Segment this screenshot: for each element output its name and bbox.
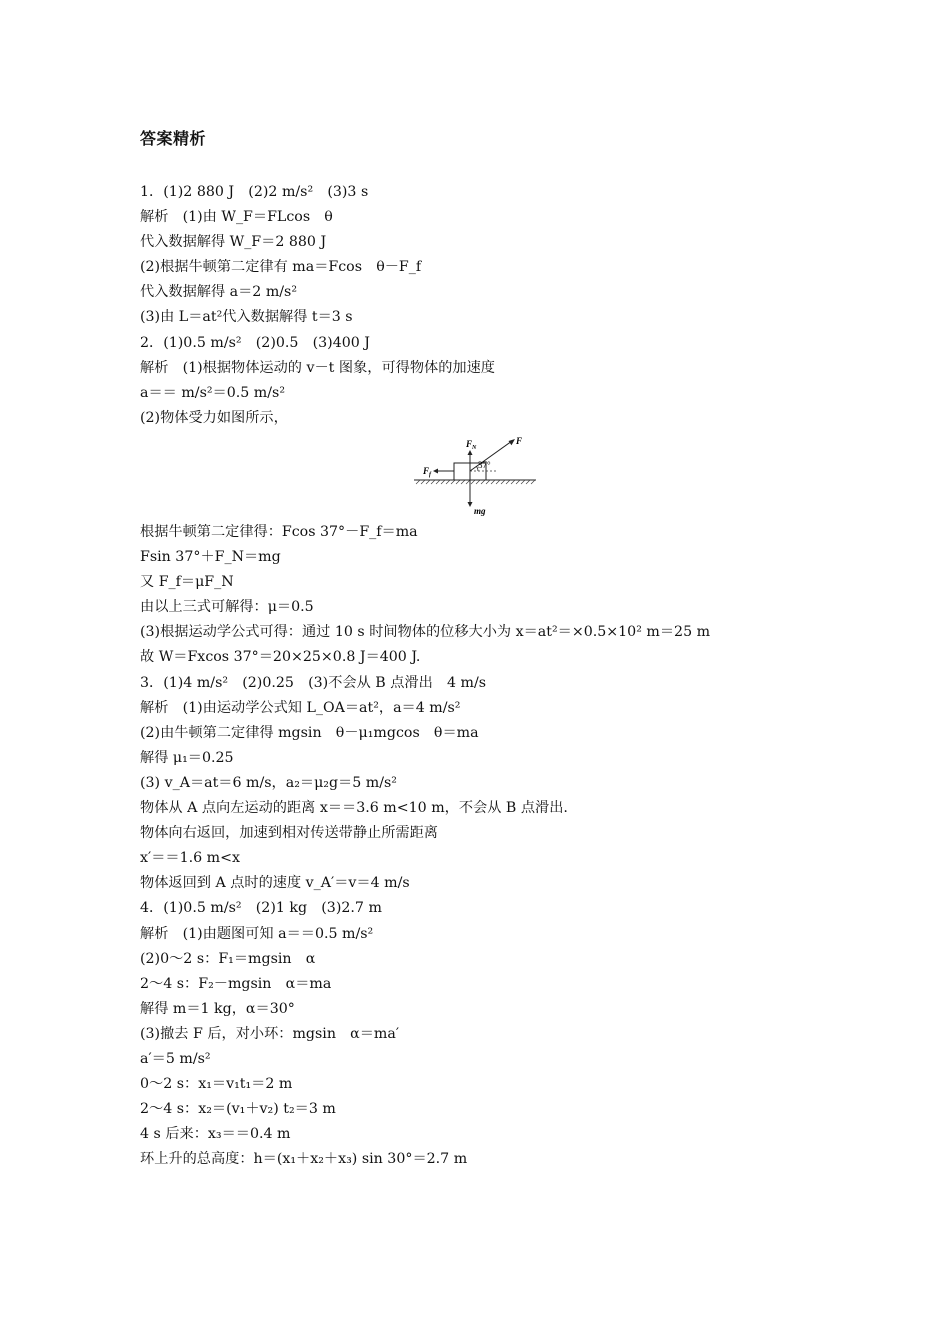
text-line: (2)由牛顿第二定律得 mgsin θ－μ₁mgcos θ＝ma	[140, 724, 479, 741]
text-line: (3)根据运动学公式可得：通过 10 s 时间物体的位移大小为 x＝at²＝×0.5×10² m＝25 m	[140, 624, 711, 641]
text-line: 环上升的总高度：h＝(x₁＋x₂＋x₃) sin 30°＝2.7 m	[140, 1151, 468, 1168]
applied-force-label: F	[516, 436, 523, 446]
text-line: Fsin 37°＋F_N＝mg	[140, 549, 281, 566]
text-line: 代入数据解得 a＝2 m/s²	[140, 284, 298, 301]
text-line: 代入数据解得 W_F＝2 880 J	[140, 234, 327, 251]
text-line: 4．(1)0.5 m/s² (2)1 kg (3)2.7 m	[140, 900, 382, 917]
angle-label: 37°	[478, 460, 491, 470]
answer-text-top	[140, 180, 820, 431]
answer-text-bottom	[140, 520, 820, 1172]
friction-arrowhead	[433, 469, 438, 474]
applied-force-arrowhead	[509, 439, 516, 445]
text-line: 4 s 后来：x₃＝＝0.4 m	[140, 1126, 291, 1143]
text-line: a′＝5 m/s²	[140, 1050, 211, 1067]
text-line: 2．(1)0.5 m/s² (2)0.5 (3)400 J	[140, 334, 370, 351]
force-diagram-svg	[412, 433, 538, 517]
text-line: (2)物体受力如图所示，	[140, 409, 288, 426]
text-line: 解析 (1)根据物体运动的 v－t 图象，可得物体的加速度	[140, 359, 495, 376]
text-line: 又 F_f＝μF_N	[140, 574, 234, 591]
page-title: 答案精析	[140, 129, 207, 148]
weight-label: mg	[474, 506, 486, 516]
text-line: 解得 μ₁＝0.25	[140, 749, 234, 766]
text-line: (2)0～2 s：F₁＝mgsin α	[140, 950, 316, 967]
text-line: x′＝＝1.6 m<x	[140, 850, 241, 867]
text-line: 故 W＝Fxcos 37°＝20×25×0.8 J＝400 J.	[140, 649, 421, 666]
text-line: 解析 (1)由 W_F＝FLcos θ	[140, 209, 333, 226]
text-line: 根据牛顿第二定律得：Fcos 37°－F_f＝ma	[140, 524, 418, 540]
text-line: 物体从 A 点向左运动的距离 x＝＝3.6 m<10 m，不会从 B 点滑出.	[140, 800, 568, 817]
ground-hatching	[416, 480, 535, 484]
text-line: 物体返回到 A 点时的速度 v_A′＝v＝4 m/s	[140, 875, 410, 892]
text-line: (3) v_A＝at＝6 m/s，a₂＝μ₂g＝5 m/s²	[140, 774, 397, 791]
text-line: (2)根据牛顿第二定律有 ma＝Fcos θ－F_f	[140, 259, 422, 276]
text-line: 1．(1)2 880 J (2)2 m/s² (3)3 s	[140, 184, 369, 200]
text-line: 3．(1)4 m/s² (2)0.25 (3)不会从 B 点滑出 4 m/s	[140, 674, 487, 691]
weight-arrowhead	[468, 502, 473, 507]
text-line: (3)由 L＝at²代入数据解得 t＝3 s	[140, 309, 353, 326]
text-line: 物体向右返回，加速到相对传送带静止所需距离	[140, 825, 438, 842]
text-line: 2～4 s：F₂－mgsin α＝ma	[140, 975, 332, 992]
text-line: a＝＝ m/s²＝0.5 m/s²	[140, 384, 286, 401]
friction-label: $F_f$	[423, 466, 432, 478]
text-line: 解析 (1)由题图可知 a＝＝0.5 m/s²	[140, 925, 374, 942]
text-line: 解得 m＝1 kg，α＝30°	[140, 1000, 295, 1017]
text-line: (3)撤去 F 后，对小环：mgsin α＝ma′	[140, 1025, 400, 1042]
force-diagram	[412, 433, 538, 517]
text-line: 0～2 s：x₁＝v₁t₁＝2 m	[140, 1076, 293, 1093]
text-line: 由以上三式可解得：μ＝0.5	[140, 599, 314, 616]
normal-force-label: $F_N$	[466, 439, 477, 451]
text-line: 2～4 s：x₂＝(v₁＋v₂) t₂＝3 m	[140, 1101, 336, 1118]
text-line: 解析 (1)由运动学公式知 L_OA＝at²，a＝4 m/s²	[140, 699, 461, 716]
